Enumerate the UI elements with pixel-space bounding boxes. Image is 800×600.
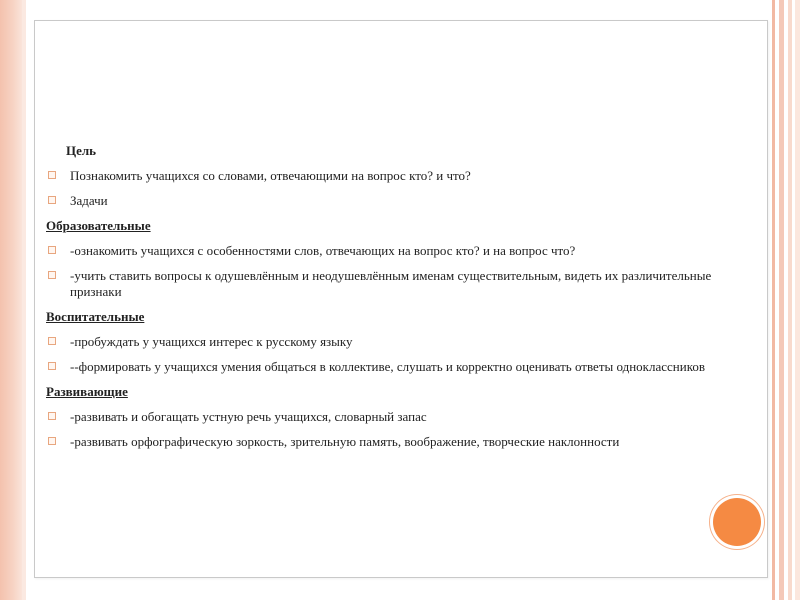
list-item [46, 193, 726, 209]
bullet-icon [48, 271, 56, 279]
item-text: -развивать и обогащать устную речь учащихся, словарный запас [70, 409, 427, 424]
slide-content [46, 143, 726, 459]
list-item [46, 334, 726, 350]
section-heading-upbringing: Воспитательные [46, 309, 145, 324]
bullet-icon [48, 196, 56, 204]
item-text: -учить ставить вопросы к одушевлённым и неодушевлённым именам существительным, видеть их различительные признаки [70, 268, 712, 299]
list-item [46, 243, 726, 259]
bullet-icon [48, 437, 56, 445]
item-text: --формировать у учащихся умения общаться в коллективе, слушать и корректно оценивать ответы одноклассников [70, 359, 706, 374]
section-heading-developmental: Развивающие [46, 384, 128, 399]
right-decorative-stripe [795, 0, 800, 600]
item-text: -развивать орфографическую зоркость, зрительную память, воображение, творческие наклонности [70, 434, 620, 449]
right-decorative-stripe [779, 0, 784, 600]
list-item [46, 434, 726, 450]
list-item [46, 168, 726, 184]
bullet-icon [48, 337, 56, 345]
item-text: Задачи [70, 193, 108, 208]
section-heading-educational: Образовательные [46, 218, 151, 233]
item-text: -пробуждать у учащихся интерес к русскому языку [70, 334, 353, 349]
bullet-icon [48, 412, 56, 420]
item-text: -ознакомить учащихся с особенностями слов, отвечающих на вопрос кто? и на вопрос что? [70, 243, 576, 258]
left-decorative-inner [22, 0, 26, 600]
right-decorative-stripe [772, 0, 775, 600]
right-decorative-stripe [788, 0, 792, 600]
bullet-icon [48, 246, 56, 254]
orange-circle-decoration [713, 498, 761, 546]
list-item [46, 268, 726, 300]
item-text: Познакомить учащихся со словами, отвечающими на вопрос кто? и что? [70, 168, 471, 183]
left-decorative-band [0, 0, 22, 600]
slide-title: Цель [66, 143, 97, 158]
list-item [46, 409, 726, 425]
bullet-icon [48, 362, 56, 370]
bullet-icon [48, 171, 56, 179]
list-item [46, 359, 726, 375]
